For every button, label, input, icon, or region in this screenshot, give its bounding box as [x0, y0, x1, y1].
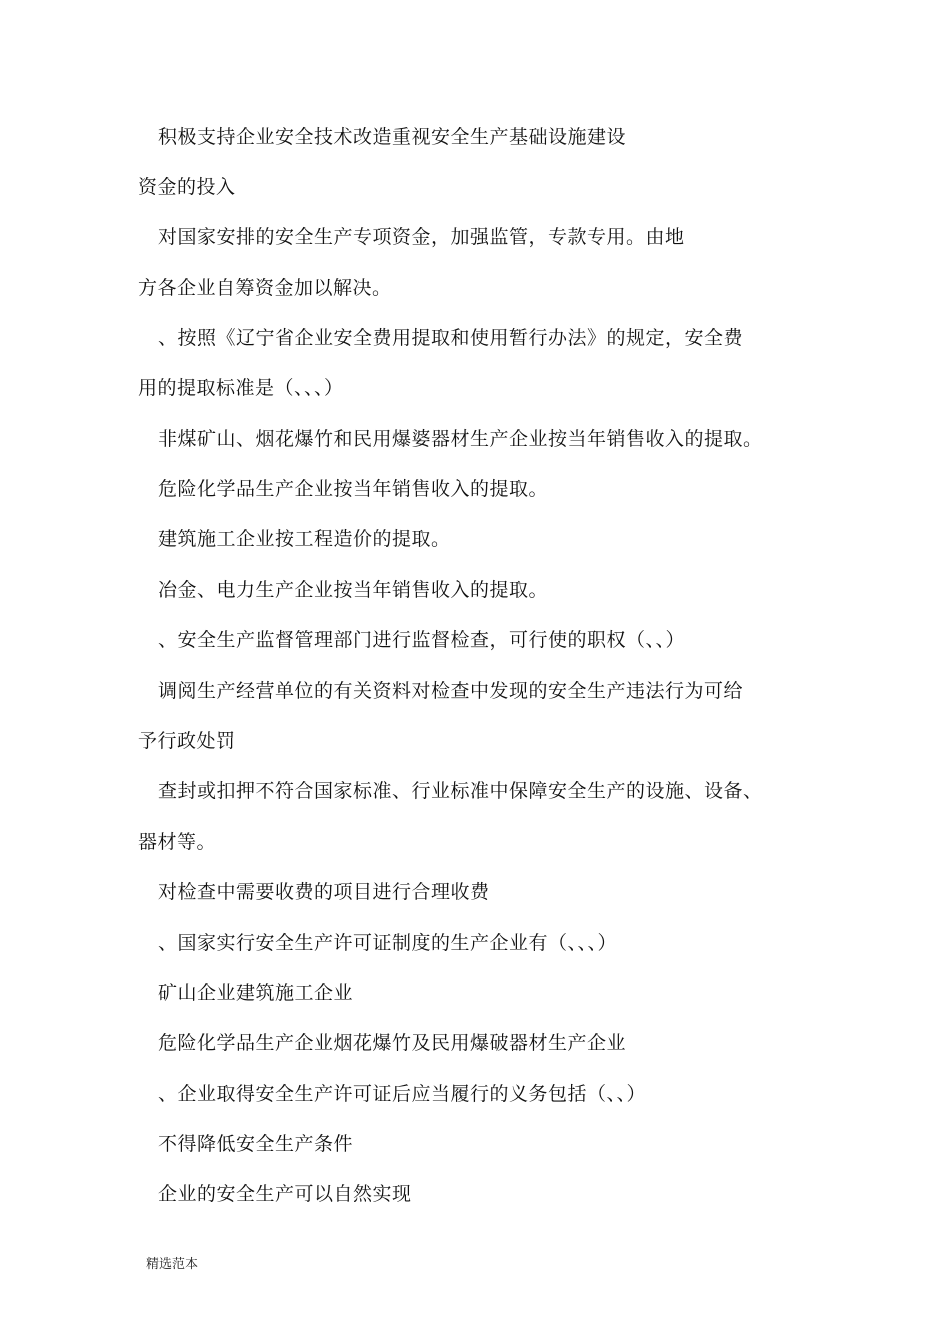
text-line: 调阅生产经营单位的有关资料对检查中发现的安全生产违法行为可给: [158, 680, 744, 702]
text-line: 、企业取得安全生产许可证后应当履行的义务包括（、、）: [158, 1083, 647, 1105]
text-line: 查封或扣押不符合国家标准、行业标准中保障安全生产的设施、设备、: [158, 780, 763, 802]
text-line: 危险化学品生产企业烟花爆竹及民用爆破器材生产企业: [158, 1032, 627, 1054]
text-line: 资金的投入: [138, 176, 236, 198]
text-line: 、国家实行安全生产许可证制度的生产企业有（、、、）: [158, 932, 618, 954]
text-line: 用的提取标准是（、、、）: [138, 377, 344, 399]
text-line: 企业的安全生产可以自然实现: [158, 1183, 412, 1205]
text-line: 、安全生产监督管理部门进行监督检查，可行使的职权（、、）: [158, 629, 686, 651]
text-line: 对检查中需要收费的项目进行合理收费: [158, 881, 490, 903]
text-line: 予行政处罚: [138, 730, 236, 752]
text-line: 危险化学品生产企业按当年销售收入的提取。: [158, 478, 549, 500]
text-line: 积极支持企业安全技术改造重视安全生产基础设施建设: [158, 126, 627, 148]
text-line: 矿山企业建筑施工企业: [158, 982, 354, 1004]
text-line: 方各企业自筹资金加以解决。: [138, 277, 392, 299]
text-line: 不得降低安全生产条件: [158, 1133, 354, 1155]
text-line: 、按照《辽宁省企业安全费用提取和使用暂行办法》的规定，安全费: [158, 327, 744, 349]
text-line: 非煤矿山、烟花爆竹和民用爆婆器材生产企业按当年销售收入的提取。: [158, 428, 763, 450]
text-line: 对国家安排的安全生产专项资金，加强监管，专款专用。由地: [158, 226, 685, 248]
text-line: 冶金、电力生产企业按当年销售收入的提取。: [158, 579, 549, 601]
text-line: 建筑施工企业按工程造价的提取。: [158, 528, 451, 550]
text-line: 器材等。: [138, 831, 217, 853]
page-footer: 精选范本: [146, 1257, 199, 1272]
